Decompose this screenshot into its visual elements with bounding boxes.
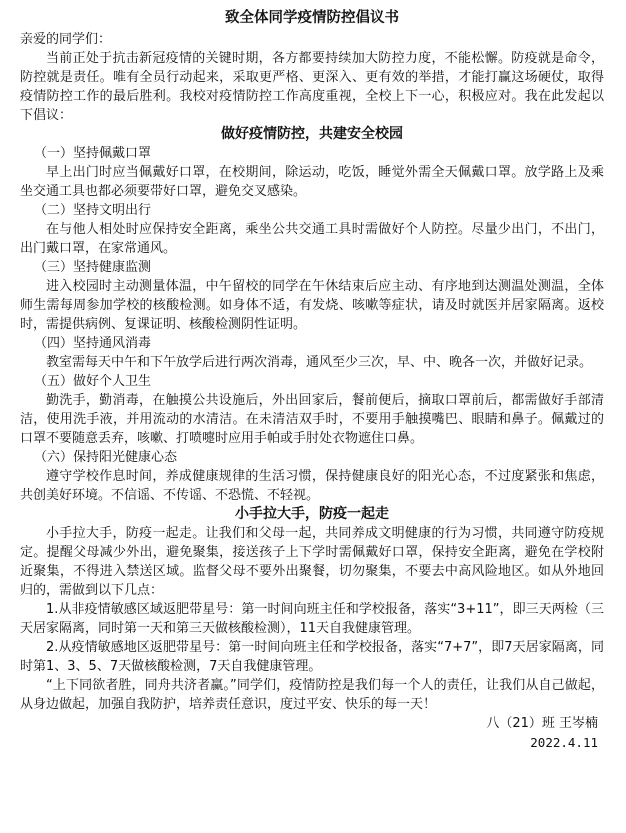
section2-paragraph: 小手拉大手，防疫一起走。让我们和父母一起，共同养成文明健康的行为习惯，共同遵守防疫规定。提醒父母减少外出，避免聚集，接送孩子上下学时需佩戴好口罩，保持安全距离，避免在学校附近聚集，不得进入禁送区域。监督父母不要外出聚餐，切勿聚集，不要去中高风险地区。如从外地回归的，需做到以下几点： — [20, 526, 604, 598]
item-body-6: 遵守学校作息时间，养成健康规律的生活习惯，保持健康良好的阳光心态，不过度紧张和焦虑，共创美好环境。不信谣、不传谣、不恐慌、不轻视。 — [20, 469, 604, 503]
item-heading-2: （二）坚持文明出行 — [34, 203, 152, 218]
item-body-5: 勤洗手，勤消毒，在触摸公共设施后，外出回家后，餐前便后，摘取口罩前后，都需做好手部清洁，使用洗手液，并用流动的水清洁。在未清洁双手时，不要用手触摸嘴巴、眼睛和鼻子。佩戴过的口罩不要随意丢弃，咳嗽、打喷嚏时应用手帕或手肘处衣物遮住口鼻。 — [20, 393, 604, 446]
document-title: 致全体同学疫情防控倡议书 — [225, 9, 399, 26]
item-heading-3: （三）坚持健康监测 — [34, 260, 152, 275]
item-body-4: 教室需每天中午和下午放学后进行两次消毒，通风至少三次，早、中、晚各一次，并做好记录。 — [46, 355, 593, 370]
document — [20, 8, 604, 752]
item-body-2: 在与他人相处时应保持安全距离，乘坐公共交通工具时需做好个人防控。尽量少出门，不出门，出门戴口罩，在家常通风。 — [20, 222, 604, 256]
item-heading-6: （六）保持阳光健康心态 — [34, 450, 178, 465]
item-heading-5: （五）做好个人卫生 — [34, 374, 152, 389]
item-body-1: 早上出门时应当佩戴好口罩，在校期间，除运动，吃饭，睡觉外需全天佩戴口罩。放学路上及乘坐交通工具也都必须要带好口罩，避免交叉感染。 — [20, 165, 604, 199]
return-rule-2: 2.从疫情敏感地区返肥带星号：第一时间向班主任和学校报备，落实“7+7”，即7天居家隔离，同时第1、3、5、7天做核酸检测，7天自我健康管理。 — [20, 640, 604, 674]
greeting: 亲爱的同学们： — [20, 32, 112, 47]
signature: 八（21）班 王岑楠 — [486, 716, 598, 731]
return-rule-1: 1.从非疫情敏感区域返肥带星号：第一时间向班主任和学校报备，落实“3+11”，即三天两检（三天居家隔离，同时第一天和第三天做核酸检测），11天自我健康管理。 — [20, 602, 604, 636]
item-heading-4: （四）坚持通风消毒 — [34, 336, 152, 351]
closing-paragraph: “上下同欲者胜，同舟共济者赢。”同学们，疫情防控是我们每一个人的责任，让我们从自己做起，从身边做起，加强自我防护，培养责任意识，度过平安、快乐的每一天！ — [20, 678, 604, 712]
date: 2022.4.11 — [530, 735, 598, 750]
item-heading-1: （一）坚持佩戴口罩 — [34, 146, 152, 161]
item-body-3: 进入校园时主动测量体温，中午留校的同学在午休结束后应主动、有序地到达测温处测温，全体师生需每周参加学校的核酸检测。如身体不适，有发烧、咳嗽等症状，请及时就医并居家隔离。返校时，需提供病例、复课证明、核酸检测阴性证明。 — [20, 279, 604, 332]
section-title-1: 做好疫情防控，共建安全校园 — [221, 126, 403, 142]
section-title-2: 小手拉大手，防疫一起走 — [235, 506, 389, 522]
intro-paragraph: 当前正处于抗击新冠疫情的关键时期，各方都要持续加大防控力度，不能松懈。防疫就是命令，防控就是责任。唯有全员行动起来，采取更严格、更深入、更有效的举措，才能打赢这场硬仗，取得疫情防控工作的最后胜利。我校对疫情防控工作高度重视，全校上下一心，积极应对。我在此发起以下倡议： — [20, 51, 604, 123]
